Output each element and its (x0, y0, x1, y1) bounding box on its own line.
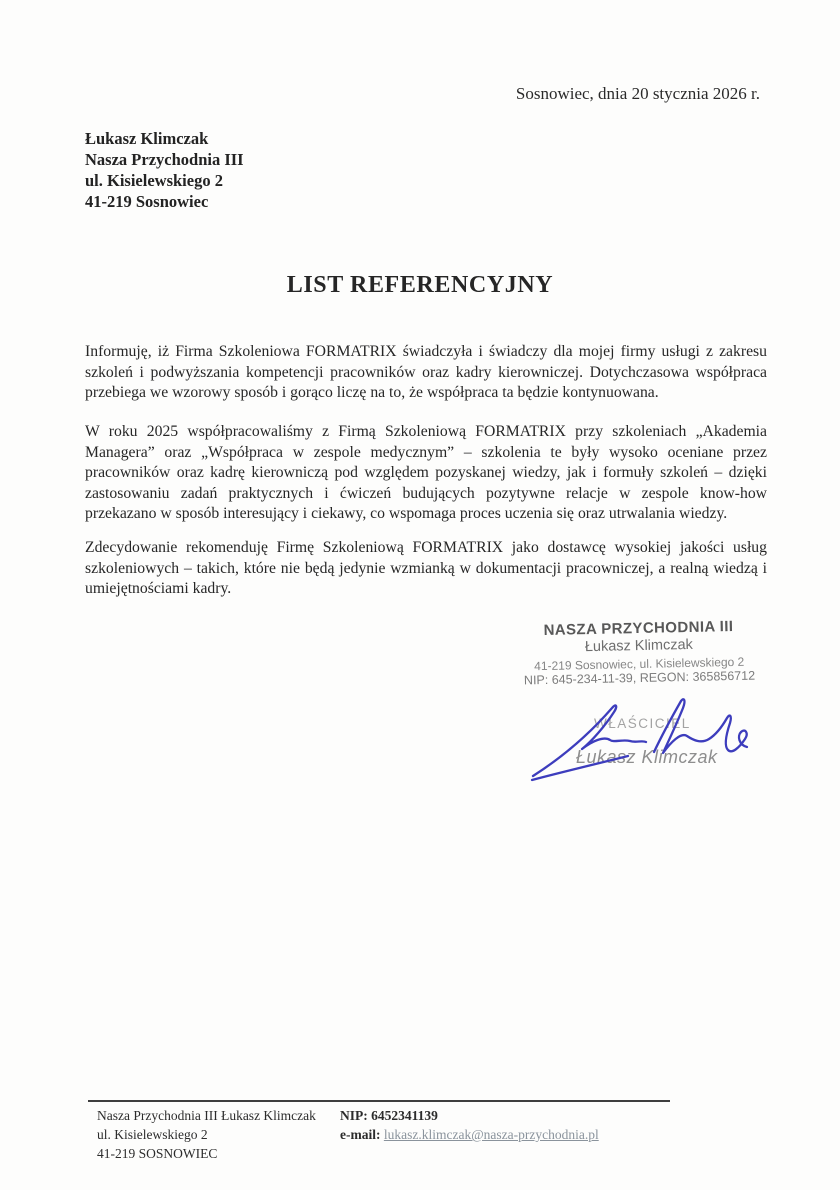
paragraph-1: Informuję, iż Firma Szkoleniowa FORMATRIX świadczyła i świadczy dla mojej firmy usługi z zakresu szkoleń i podwyższania kompetencji pracowników oraz kadry kierowniczej. Dotychczasowa współpraca przebiega we wzorowy sposób i gorąco liczę na to, że współpraca ta będzie kontynuowana. (85, 343, 767, 402)
stamp-nip-regon: NIP: 645-234-11-39, REGON: 365856712 (523, 668, 756, 688)
stamp-person-name: Łukasz Klimczak (584, 636, 693, 656)
footer-left-block (97, 1106, 316, 1163)
sender-address-block (85, 128, 244, 212)
signature-role-stamp: WŁAŚCICIEL (594, 716, 691, 731)
sender-street: ul. Kisielewskiego 2 (85, 171, 223, 190)
stamp-address: 41-219 Sosnowiec, ul. Kisielewskiego 2 (534, 654, 745, 674)
signature-name-stamp: Łukasz Klimczak (576, 747, 718, 767)
letter-title: LIST REFERENCYJNY (286, 272, 554, 298)
stamp-company-name: NASZA PRZYCHODNIA III (543, 618, 734, 639)
footer-divider (88, 1100, 670, 1102)
footer-company-line: Nasza Przychodnia III Łukasz Klimczak (97, 1108, 316, 1123)
handwritten-signature-ink (530, 692, 780, 792)
footer-city-line: 41-219 SOSNOWIEC (97, 1146, 218, 1161)
footer-email-label: e-mail: (340, 1127, 381, 1142)
company-stamp (477, 617, 800, 690)
email-link[interactable]: lukasz.klimczak@nasza-przychodnia.pl (383, 1127, 599, 1142)
sender-name: Łukasz Klimczak (85, 129, 209, 148)
paragraph-2: W roku 2025 współpracowaliśmy z Firmą Szkoleniową FORMATRIX przy szkoleniach „Akademia Managera” oraz „Współpraca w zespole medycznym” – szkolenia te były wysoko oceniane przez pracowników oraz kadrę kierowniczą pod względem pozyskanej wiedzy, jak i formuły szkoleń – dzięki zastosowaniu zadań praktycznych i ćwiczeń budujących pozytywne relacje w zespole know-how przekazano w sposób interesujący i ciekawy, co wspomaga proces uczenia się oraz utrwalania wiedzy. (85, 423, 767, 523)
date-line: Sosnowiec, dnia 20 stycznia 2026 r. (515, 84, 760, 103)
footer-email-line (340, 1125, 599, 1144)
sender-city: 41-219 Sosnowiec (85, 192, 209, 211)
footer-nip-line: NIP: 6452341139 (340, 1108, 438, 1123)
paragraph-3: Zdecydowanie rekomenduję Firmę Szkoleniową FORMATRIX jako dostawcę wysokiej jakości usług szkoleniowych – takich, które nie będą jedynie wzmianką w dokumentacji pracowniczej, a realną wiedzą i umiejętnościami kadry. (85, 539, 767, 598)
sender-company: Nasza Przychodnia III (85, 150, 244, 169)
footer-right-block (340, 1106, 599, 1144)
signature-area (530, 692, 780, 792)
footer-street-line: ul. Kisielewskiego 2 (97, 1127, 208, 1142)
